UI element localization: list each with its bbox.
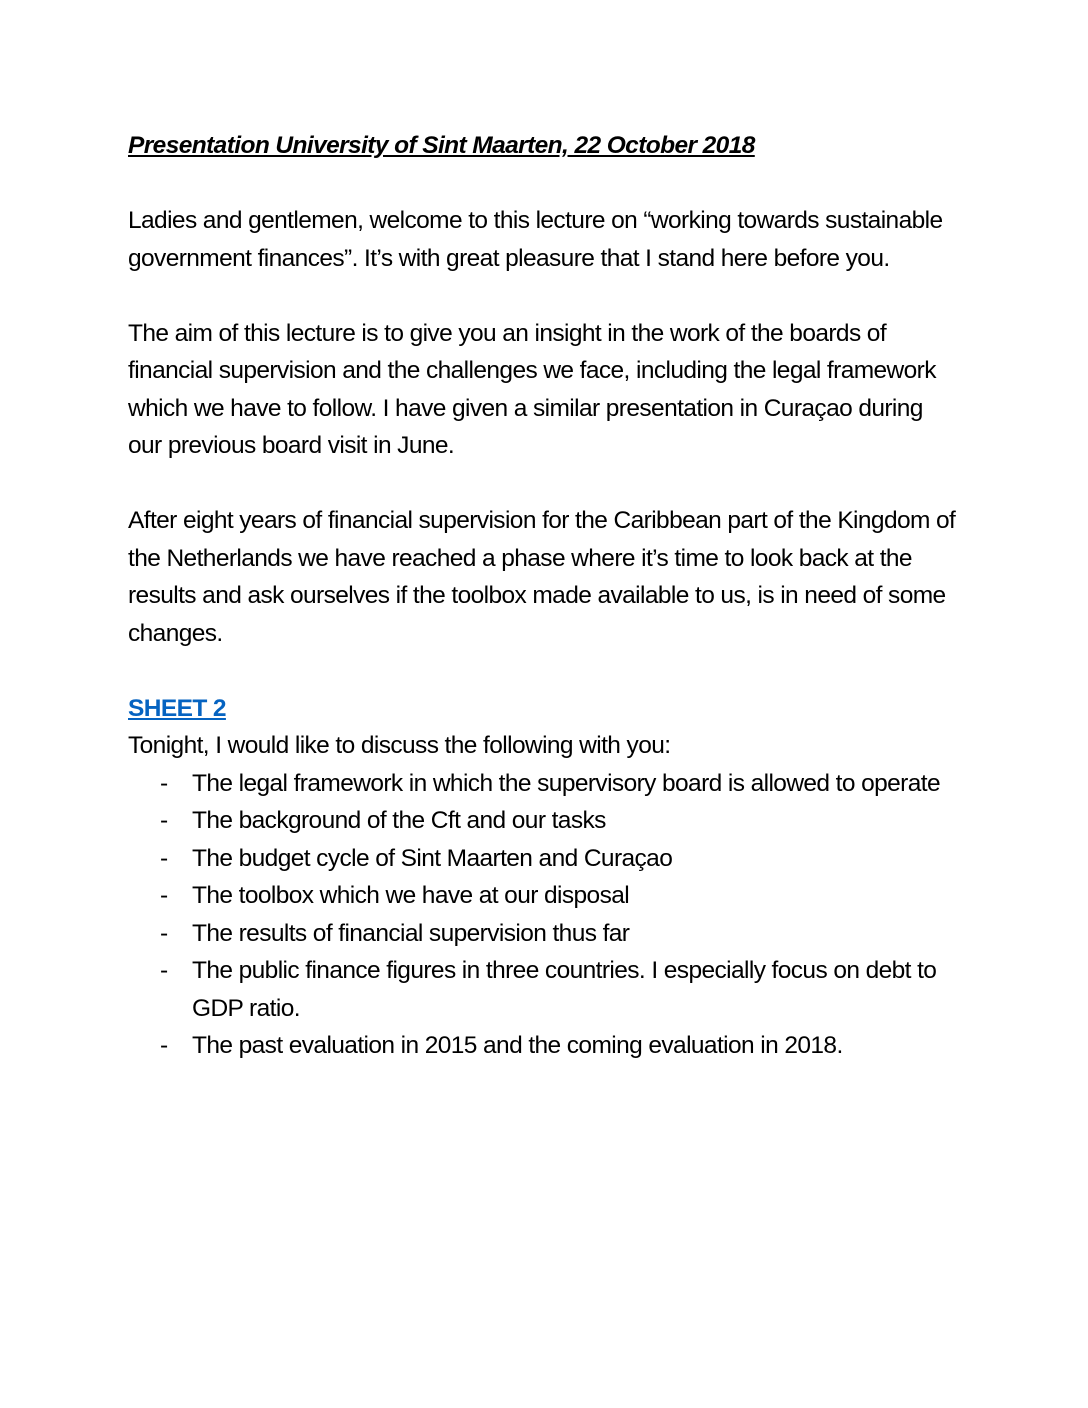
list-item <box>160 1027 958 1065</box>
dash-bullet-icon: - <box>160 882 168 909</box>
list-item <box>160 840 958 878</box>
dash-bullet-icon: - <box>160 919 168 947</box>
topics-intro: Tonight, I would like to discuss the following with you: <box>128 732 671 759</box>
list-item <box>160 802 958 840</box>
dash-bullet-icon: - <box>160 957 168 984</box>
list-item-text: The public finance figures in three countries. I especially focus on debt to GDP ratio. <box>192 957 937 1022</box>
sheet-2-link[interactable]: SHEET 2 <box>128 694 226 722</box>
list-item-text: The past evaluation in 2015 and the coming evaluation in 2018. <box>192 1032 843 1059</box>
document-page <box>128 127 958 1065</box>
document-title: Presentation University of Sint Maarten, 22 October 2018 <box>128 132 755 159</box>
dash-bullet-icon: - <box>160 769 168 797</box>
background-paragraph: After eight years of financial supervision for the Caribbean part of the Kingdom of the Netherlands we have reached a phase where it’s time to look back at the results and ask ourselves if the toolbox made available to us, is in need of some changes. <box>128 507 956 647</box>
aim-paragraph: The aim of this lecture is to give you an insight in the work of the boards of financial supervision and the challenges we face, including the legal framework which we have to follow. I have given a similar presentation in Curaçao during our previous board visit in June. <box>128 319 936 459</box>
list-item <box>160 765 958 803</box>
welcome-paragraph: Ladies and gentlemen, welcome to this lecture on “working towards sustainable government finances”. It’s with great pleasure that I stand here before you. <box>128 207 943 272</box>
dash-bullet-icon: - <box>160 1032 168 1059</box>
list-item-text: The background of the Cft and our tasks <box>192 807 606 834</box>
list-item <box>160 952 958 1027</box>
list-item-text: The legal framework in which the supervisory board is allowed to operate <box>192 769 941 797</box>
dash-bullet-icon: - <box>160 807 168 834</box>
dash-bullet-icon: - <box>160 844 168 872</box>
list-item <box>160 915 958 953</box>
list-item <box>160 877 958 915</box>
list-item-text: The toolbox which we have at our disposal <box>192 882 630 909</box>
list-item-text: The results of financial supervision thus far <box>192 919 630 947</box>
list-item-text: The budget cycle of Sint Maarten and Curaçao <box>192 844 673 872</box>
topics-list <box>128 765 958 1065</box>
